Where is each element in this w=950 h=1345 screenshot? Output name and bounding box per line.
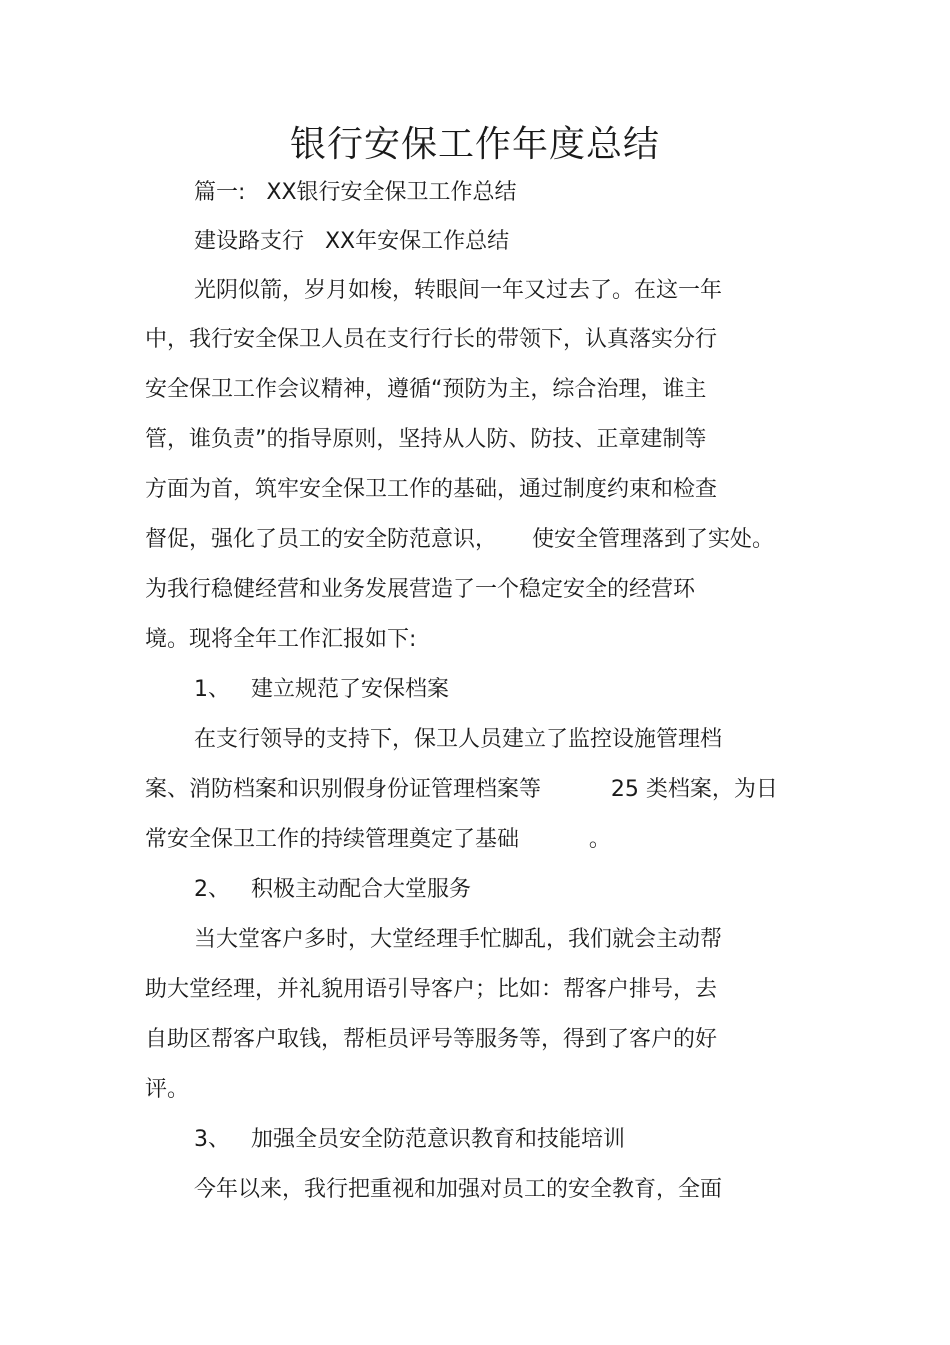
paragraph-line: 常安全保卫工作的持续管理奠定了基础 。 xyxy=(145,827,611,852)
paragraph-line: 评。 xyxy=(145,1077,190,1102)
paragraph-line: 督促，强化了员工的安全防范意识， 使安全管理落到了实处。 xyxy=(145,527,774,552)
paragraph-line: 今年以来，我行把重视和加强对员工的安全教育，全面 xyxy=(194,1177,723,1202)
paragraph-line: 自助区帮客户取钱，帮柜员评号等服务等，得到了客户的好 xyxy=(145,1027,718,1052)
paragraph-line: 中，我行安全保卫人员在支行行长的带领下，认真落实分行 xyxy=(145,327,718,352)
paragraph-line: 境。现将全年工作汇报如下: xyxy=(145,627,417,652)
paragraph-line: 助大堂经理，并礼貌用语引导客户；比如：帮客户排号，去 xyxy=(145,977,718,1002)
paragraph-line: 为我行稳健经营和业务发展营造了一个稳定安全的经营环 xyxy=(145,577,696,602)
section-heading: 篇一: XX银行安全保卫工作总结 xyxy=(194,180,517,205)
paragraph-line: 安全保卫工作会议精神，遵循“预防为主，综合治理，谁主 xyxy=(145,377,707,402)
paragraph-line: 管，谁负责”的指导原则，坚持从人防、防技、正章建制等 xyxy=(145,427,707,452)
section-heading: 2、 积极主动配合大堂服务 xyxy=(194,877,471,902)
paragraph-line: 方面为首，筑牢安全保卫工作的基础，通过制度约束和检查 xyxy=(145,477,718,502)
subtitle-line: 建设路支行 XX年安保工作总结 xyxy=(194,229,510,254)
section-heading: 3、 加强全员安全防范意识教育和技能培训 xyxy=(194,1127,625,1152)
paragraph-line: 当大堂客户多时，大堂经理手忙脚乱，我们就会主动帮 xyxy=(194,927,723,952)
paragraph-line: 在支行领导的支持下，保卫人员建立了监控设施管理档 xyxy=(194,727,723,752)
paragraph-line: 光阴似箭，岁月如梭，转眼间一年又过去了。在这一年 xyxy=(194,278,723,303)
paragraph-line: 案、消防档案和识别假身份证管理档案等 25 类档案，为日 xyxy=(145,777,778,802)
document-title: 银行安保工作年度总结 xyxy=(289,124,660,165)
section-heading: 1、 建立规范了安保档案 xyxy=(194,677,449,702)
